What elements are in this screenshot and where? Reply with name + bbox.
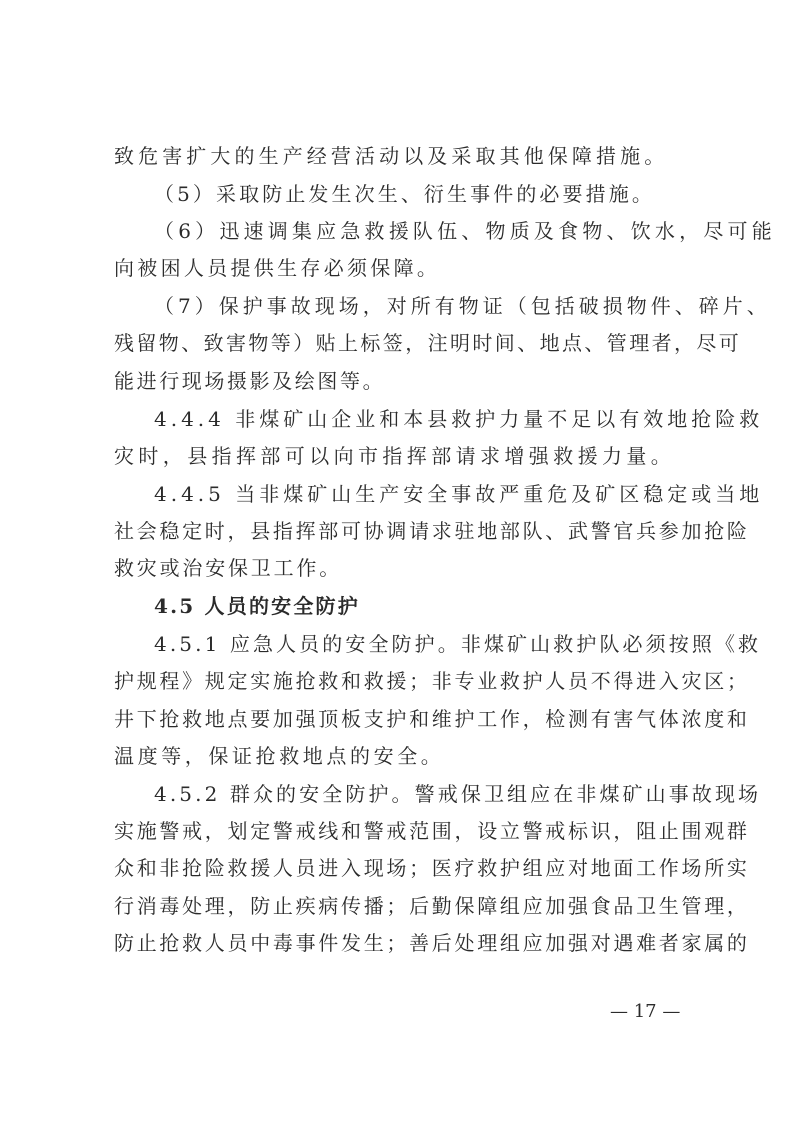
text-line: 4.4.5 当非煤矿山生产安全事故严重危及矿区稳定或当地 [154,482,764,506]
text-line: 众和非抢险救援人员进入现场；医疗救护组应对地面工作场所实 [114,856,750,880]
text-line: 灾时，县指挥部可以向市指挥部请求增强救援力量。 [114,444,676,468]
text-line: 4.5.1 应急人员的安全防护。非煤矿山救护队必须按照《救 [154,632,762,656]
text-line: 4.5.2 群众的安全防护。警戒保卫组应在非煤矿山事故现场 [154,782,762,806]
text-line: 4.4.4 非煤矿山企业和本县救护力量不足以有效地抢险救 [154,407,764,431]
text-line: 向被困人员提供生存必须保障。 [114,256,441,280]
text-line: 温度等，保证抢救地点的安全。 [114,744,445,768]
page-number: — 17 — [610,1001,681,1022]
text-line: 社会稳定时，县指挥部可协调请求驻地部队、武警官兵参加抢险 [114,519,750,543]
text-line: （7）保护事故现场，对所有物证（包括破损物件、碎片、 [154,294,771,318]
text-line: 能进行现场摄影及绘图等。 [114,369,386,393]
text-line: 行消毒处理，防止疾病传播；后勤保障组应加强食品卫生管理， [114,894,750,918]
text-line: （5）采取防止发生次生、衍生事件的必要措施。 [154,182,655,206]
text-line: （6）迅速调集应急救援队伍、物质及食物、饮水，尽可能 [154,219,776,243]
section-heading: 4.5 人员的安全防护 [154,594,360,618]
text-line: 致危害扩大的生产经营活动以及采取其他保障措施。 [114,144,669,168]
text-line: 残留物、致害物等）贴上标签，注明时间、地点、管理者，尽可 [114,331,742,355]
text-line: 实施警戒，划定警戒线和警戒范围，设立警戒标识，阻止围观群 [114,819,750,843]
text-line: 护规程》规定实施抢救和救援；非专业救护人员不得进入灾区； [114,669,750,693]
text-line: 防止抢救人员中毒事件发生；善后处理组应加强对遇难者家属的 [114,931,750,955]
text-line: 救灾或治安保卫工作。 [114,556,342,580]
text-line: 井下抢救地点要加强顶板支护和维护工作，检测有害气体浓度和 [114,707,750,731]
